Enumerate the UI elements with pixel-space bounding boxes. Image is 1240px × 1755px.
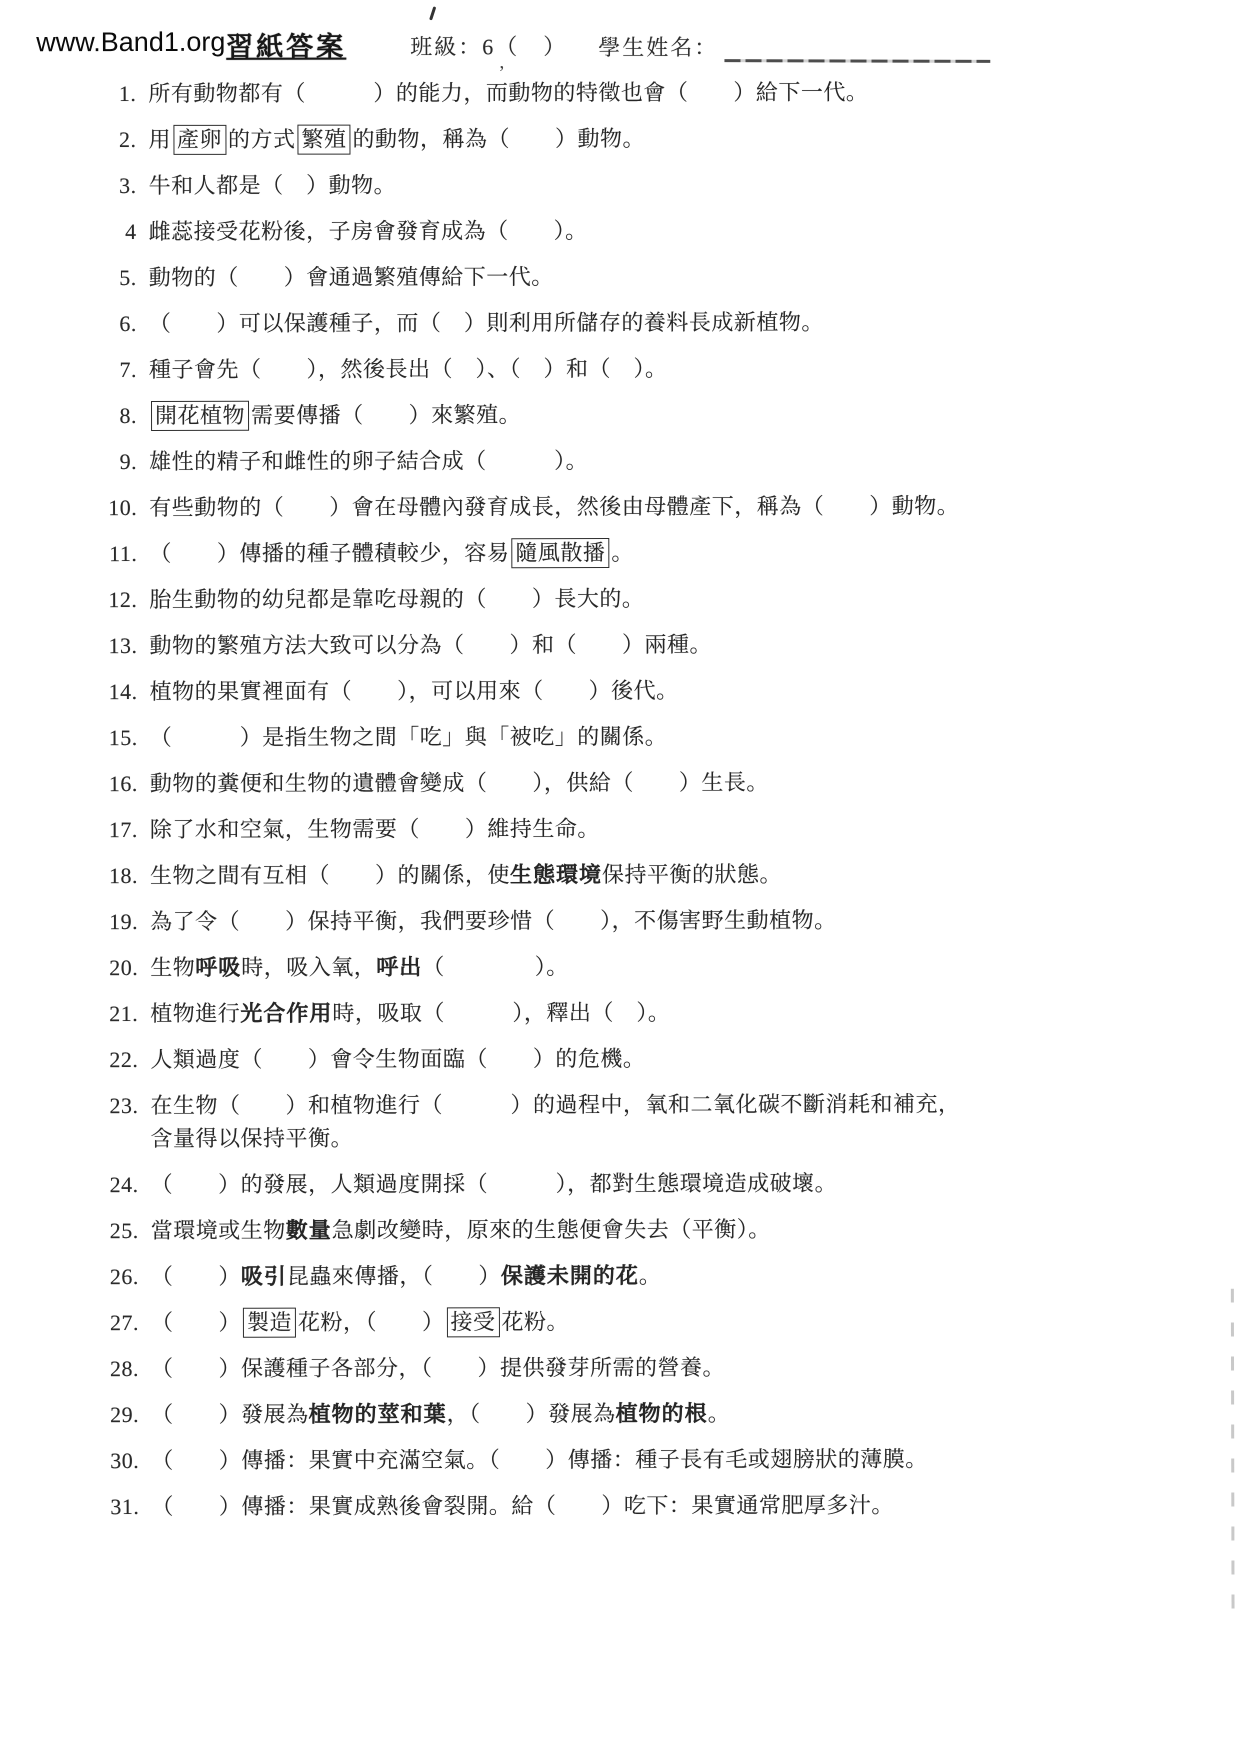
question-row xyxy=(88,857,1198,892)
text-segment: （ ）傳播的種子體積較少，容易 xyxy=(149,540,510,566)
question-row xyxy=(88,811,1198,846)
text-segment: 雄性的精子和雌性的卵子結合成（ ）。 xyxy=(149,448,589,474)
text-segment: 。 xyxy=(638,1262,662,1288)
boxed-term: 隨風散播 xyxy=(511,538,609,568)
bold-term: 生態環境 xyxy=(509,862,603,888)
question-row xyxy=(89,1488,1199,1523)
text-segment: 除了水和空氣，生物需要（ ）維持生命。 xyxy=(149,816,600,842)
question-row xyxy=(87,581,1197,616)
question-text xyxy=(150,903,1198,938)
text-segment: 含量得以保持平衡。 xyxy=(150,1125,354,1151)
question-number: 25. xyxy=(109,1218,139,1244)
text-segment: （ ） xyxy=(150,1263,241,1289)
question-number: 4 xyxy=(125,219,137,245)
question-row xyxy=(88,673,1198,708)
text-segment: 生物之間有互相（ ）的關係，使 xyxy=(149,862,511,888)
question-row xyxy=(87,167,1197,202)
question-number: 23. xyxy=(109,1093,139,1119)
question-number: 26. xyxy=(109,1264,139,1290)
question-row xyxy=(87,305,1197,340)
text-segment: 急劇改變時，原來的生態便會失去（平衡）。 xyxy=(331,1216,771,1243)
question-text xyxy=(149,535,1197,570)
question-number: 30. xyxy=(110,1448,140,1474)
question-number: 14. xyxy=(108,679,138,705)
question-text xyxy=(149,397,1197,432)
text-segment: （ ）傳播：果實中充滿空氣。（ ）傳播：種子長有毛或翅膀狀的薄膜。 xyxy=(151,1446,928,1473)
boxed-term: 繁殖 xyxy=(297,125,350,155)
text-segment: 用 xyxy=(148,126,171,152)
question-row xyxy=(89,1396,1199,1431)
question-row xyxy=(89,1350,1199,1385)
question-text xyxy=(150,719,1198,754)
question-number: 2. xyxy=(118,127,137,153)
question-text xyxy=(149,443,1197,478)
text-segment: （ ） xyxy=(150,1309,241,1335)
question-number: 21. xyxy=(109,1001,139,1027)
question-text xyxy=(149,305,1197,340)
watermark: www.Band1.org xyxy=(36,26,226,58)
question-number: 17. xyxy=(108,817,138,843)
question-row xyxy=(87,213,1197,248)
text-segment: （ ）保護種子各部分，（ ）提供發芽所需的營養。 xyxy=(151,1354,726,1381)
question-text xyxy=(149,489,1197,524)
bold-term: 植物的根 xyxy=(615,1400,708,1427)
question-row xyxy=(88,903,1198,938)
text-segment: 生物 xyxy=(150,954,196,980)
question-number: 8. xyxy=(119,403,138,429)
text-segment: （ ）傳播：果實成熟後會裂開。給（ ）吃下：果實通常肥厚多汁。 xyxy=(151,1492,894,1519)
text-segment: （ ）。 xyxy=(422,954,569,980)
question-row xyxy=(89,1442,1199,1477)
question-text xyxy=(151,1442,1199,1477)
question-text xyxy=(151,1166,1199,1201)
question-row xyxy=(88,1041,1198,1076)
question-number: 6. xyxy=(119,311,137,337)
question-row xyxy=(87,443,1197,478)
question-number: 12. xyxy=(108,587,138,613)
question-row xyxy=(87,535,1197,570)
text-segment: 雌蕊接受花粉後，子房會發育成為（ ）。 xyxy=(148,218,588,244)
question-text xyxy=(149,213,1197,248)
text-segment: （ ）是指生物之間「吃」與「被吃」的關係。 xyxy=(149,723,668,750)
question-text xyxy=(151,1488,1199,1523)
question-text xyxy=(151,1396,1199,1431)
question-text xyxy=(149,351,1197,386)
question-text xyxy=(151,1304,1199,1339)
text-segment: 時，吸入氧， xyxy=(241,954,377,980)
text-segment: 有些動物的（ ）會在母體內發育成長，然後由母體產下，稱為（ ）動物。 xyxy=(149,493,960,520)
scan-artifact xyxy=(429,6,436,20)
question-row xyxy=(88,995,1198,1030)
question-number: 5. xyxy=(119,265,137,291)
question-text xyxy=(151,1258,1199,1293)
bold-term: 保護未開的花 xyxy=(500,1262,639,1289)
bold-term: 吸引 xyxy=(240,1263,287,1289)
text-segment: 需要傳播（ ）來繁殖。 xyxy=(251,402,522,428)
question-text xyxy=(148,121,1196,156)
student-name-underline xyxy=(724,59,990,63)
bold-term: 光合作用 xyxy=(240,1000,333,1026)
question-number: 11. xyxy=(109,541,138,567)
question-row xyxy=(88,1087,1198,1155)
question-row xyxy=(89,1212,1199,1247)
text-segment: 植物的果實裡面有（ ），可以用來（ ）後代。 xyxy=(149,677,679,704)
class-label: 班級：6（ ） xyxy=(410,34,568,60)
question-number: 22. xyxy=(109,1047,139,1073)
bold-term: 數量 xyxy=(285,1217,332,1243)
bold-term: 植物的莖和葉 xyxy=(308,1401,447,1427)
text-segment: ，（ ）發展為 xyxy=(446,1401,616,1427)
boxed-term: 製造 xyxy=(243,1308,296,1338)
text-segment: 的方式 xyxy=(227,126,296,152)
question-number: 10. xyxy=(108,495,138,521)
scan-artifact: ’ xyxy=(498,62,506,85)
question-text xyxy=(149,259,1197,294)
text-segment: 當環境或生物 xyxy=(150,1217,286,1243)
question-number: 27. xyxy=(109,1310,139,1336)
question-text xyxy=(151,1212,1199,1247)
question-row xyxy=(87,397,1197,432)
boxed-term: 產卵 xyxy=(173,125,226,155)
text-segment: 的動物，稱為（ ）動物。 xyxy=(352,125,646,152)
question-number: 16. xyxy=(108,771,138,797)
question-row xyxy=(88,719,1198,754)
question-row xyxy=(89,1166,1199,1201)
question-number: 28. xyxy=(110,1356,140,1382)
text-segment: 牛和人都是（ ）動物。 xyxy=(148,172,397,198)
page-title: 習紙答案 xyxy=(226,31,347,62)
question-text xyxy=(150,1087,1198,1155)
question-text xyxy=(149,167,1197,202)
text-segment: 昆蟲來傳播，（ ） xyxy=(286,1263,501,1289)
question-number: 24. xyxy=(109,1172,139,1198)
question-number: 18. xyxy=(108,863,139,889)
text-segment: 人類過度（ ）會令生物面臨（ ）的危機。 xyxy=(150,1045,646,1072)
question-number: 31. xyxy=(110,1494,140,1520)
question-text xyxy=(150,949,1198,984)
text-segment: 動物的繁殖方法大致可以分為（ ）和（ ）兩種。 xyxy=(149,631,713,658)
text-segment: 。 xyxy=(611,539,634,566)
student-name-label: 學生姓名： xyxy=(598,34,719,61)
scan-artifact xyxy=(1231,1289,1235,1619)
questions-list xyxy=(86,75,1199,1536)
question-number: 20. xyxy=(109,955,139,981)
question-text xyxy=(150,765,1198,800)
question-text xyxy=(148,75,1196,110)
question-row xyxy=(87,489,1197,524)
question-text xyxy=(151,1350,1199,1385)
question-text xyxy=(149,581,1197,616)
text-segment: （ ）發展為 xyxy=(151,1401,309,1427)
text-segment: 動物的（ ）會通過繁殖傳給下一代。 xyxy=(148,264,554,290)
question-row xyxy=(87,351,1197,386)
bold-term: 呼出 xyxy=(376,954,423,980)
question-row xyxy=(89,1258,1199,1293)
question-text xyxy=(150,995,1198,1030)
text-segment: 種子會先（ ），然後長出（ ）、（ ）和（ ）。 xyxy=(148,355,668,382)
question-row xyxy=(86,75,1196,110)
question-text xyxy=(150,811,1198,846)
question-row xyxy=(88,949,1198,984)
question-number: 13. xyxy=(108,633,138,659)
text-segment: （ ）的發展，人類過度開採（ ），都對生態環境造成破壞。 xyxy=(150,1170,838,1197)
question-number: 9. xyxy=(119,449,138,475)
question-number: 7. xyxy=(119,357,137,383)
question-number: 19. xyxy=(109,909,139,935)
question-row xyxy=(89,1304,1199,1339)
text-segment: （ ）可以保護種子，而（ ）則利用所儲存的養料長成新植物。 xyxy=(148,309,824,336)
boxed-term: 開花植物 xyxy=(151,401,249,431)
bold-term: 呼吸 xyxy=(195,954,242,980)
text-segment: 動物的糞便和生物的遺體會變成（ ），供給（ ）生長。 xyxy=(149,769,769,796)
text-segment: 胎生動物的幼兒都是靠吃母親的（ ）長大的。 xyxy=(149,585,645,612)
text-segment: 保持平衡的狀態。 xyxy=(601,861,783,888)
boxed-term: 接受 xyxy=(446,1307,499,1337)
question-number: 3. xyxy=(119,173,137,199)
question-text xyxy=(150,673,1198,708)
text-segment: 所有動物都有（ ）的能力，而動物的特徵也會（ ）給下一代。 xyxy=(148,79,869,106)
question-text xyxy=(150,857,1198,892)
text-segment: 為了令（ ）保持平衡，我們要珍惜（ ），不傷害野生動植物。 xyxy=(150,907,837,934)
question-row xyxy=(87,627,1197,662)
text-segment: 花粉，（ ） xyxy=(297,1309,445,1335)
question-text xyxy=(149,627,1197,662)
text-segment: 。 xyxy=(707,1400,731,1426)
question-number: 29. xyxy=(110,1402,140,1428)
question-row xyxy=(88,765,1198,800)
text-segment: 植物進行 xyxy=(150,1000,241,1026)
text-segment: 時，吸取（ ），釋出（ ）。 xyxy=(332,999,671,1026)
question-text xyxy=(150,1041,1198,1076)
question-row xyxy=(87,259,1197,294)
text-segment: 花粉。 xyxy=(501,1309,570,1335)
text-segment: 在生物（ ）和植物進行（ ）的過程中，氧和二氧化碳不斷消耗和補充， xyxy=(150,1091,961,1118)
question-number: 1. xyxy=(118,81,137,107)
question-row xyxy=(86,121,1196,156)
question-number: 15. xyxy=(108,725,138,751)
